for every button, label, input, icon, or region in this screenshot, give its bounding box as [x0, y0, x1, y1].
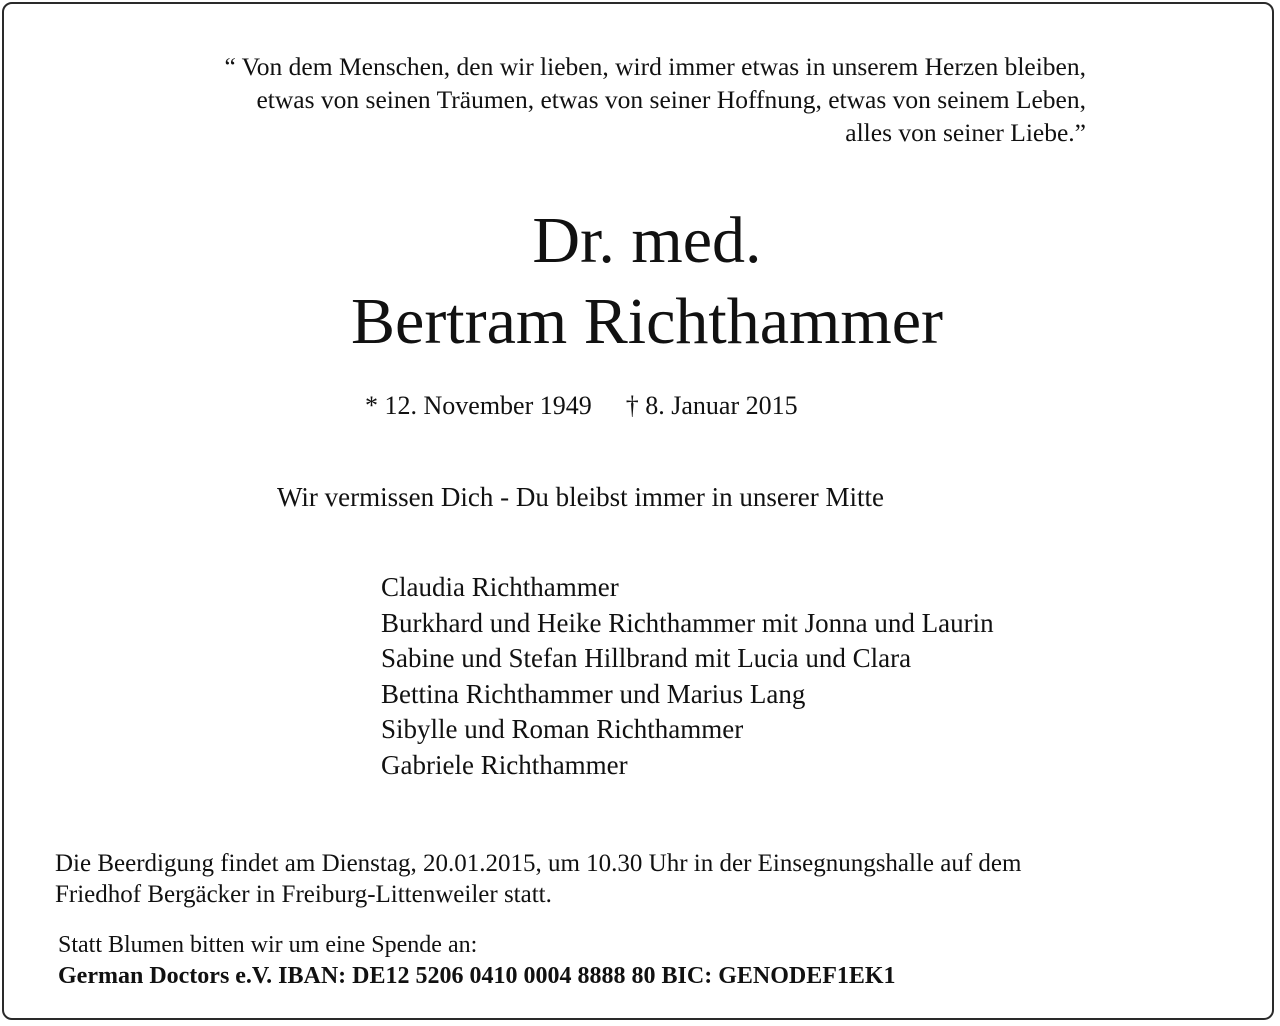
life-dates [365, 390, 798, 422]
donation-info [58, 930, 896, 992]
death-date: † 8. Januar 2015 [625, 391, 798, 420]
birth-date: * 12. November 1949 [365, 391, 592, 420]
quote-block [224, 50, 1086, 149]
deceased-name: Bertram Richthammer [351, 285, 943, 358]
funeral-line: Die Beerdigung findet am Dienstag, 20.01.2015, um 10.30 Uhr in der Einsegnungshalle auf dem [55, 850, 1022, 877]
motto: Wir vermissen Dich - Du bleibst immer in unserer Mitte [277, 482, 885, 512]
family-member: Bettina Richthammer und Marius Lang [381, 678, 806, 709]
quote-line: “ Von dem Menschen, den wir lieben, wird immer etwas in unserem Herzen bleiben, [224, 52, 1086, 81]
quote-line: alles von seiner Liebe.” [845, 118, 1086, 147]
family-list [381, 570, 994, 784]
family-member: Claudia Richthammer [381, 572, 619, 602]
academic-title: Dr. med. [532, 204, 762, 277]
family-member: Gabriele Richthammer [381, 749, 628, 780]
family-member: Sabine und Stefan Hillbrand mit Lucia und Clara [381, 643, 912, 674]
quote-line: etwas von seinen Träumen, etwas von seiner Hoffnung, etwas von seinem Leben, [256, 85, 1086, 114]
family-member: Burkhard und Heike Richthammer mit Jonna und Laurin [381, 607, 994, 638]
donation-intro: Statt Blumen bitten wir um eine Spende an: [58, 932, 478, 958]
family-member: Sibylle und Roman Richthammer [381, 714, 744, 745]
funeral-info [55, 848, 1021, 910]
funeral-line: Friedhof Bergäcker in Freiburg-Littenweiler statt. [55, 881, 552, 908]
donation-bank-details: German Doctors e.V. IBAN: DE12 5206 0410 0004 8888 80 BIC: GENODEF1EK1 [58, 963, 896, 989]
